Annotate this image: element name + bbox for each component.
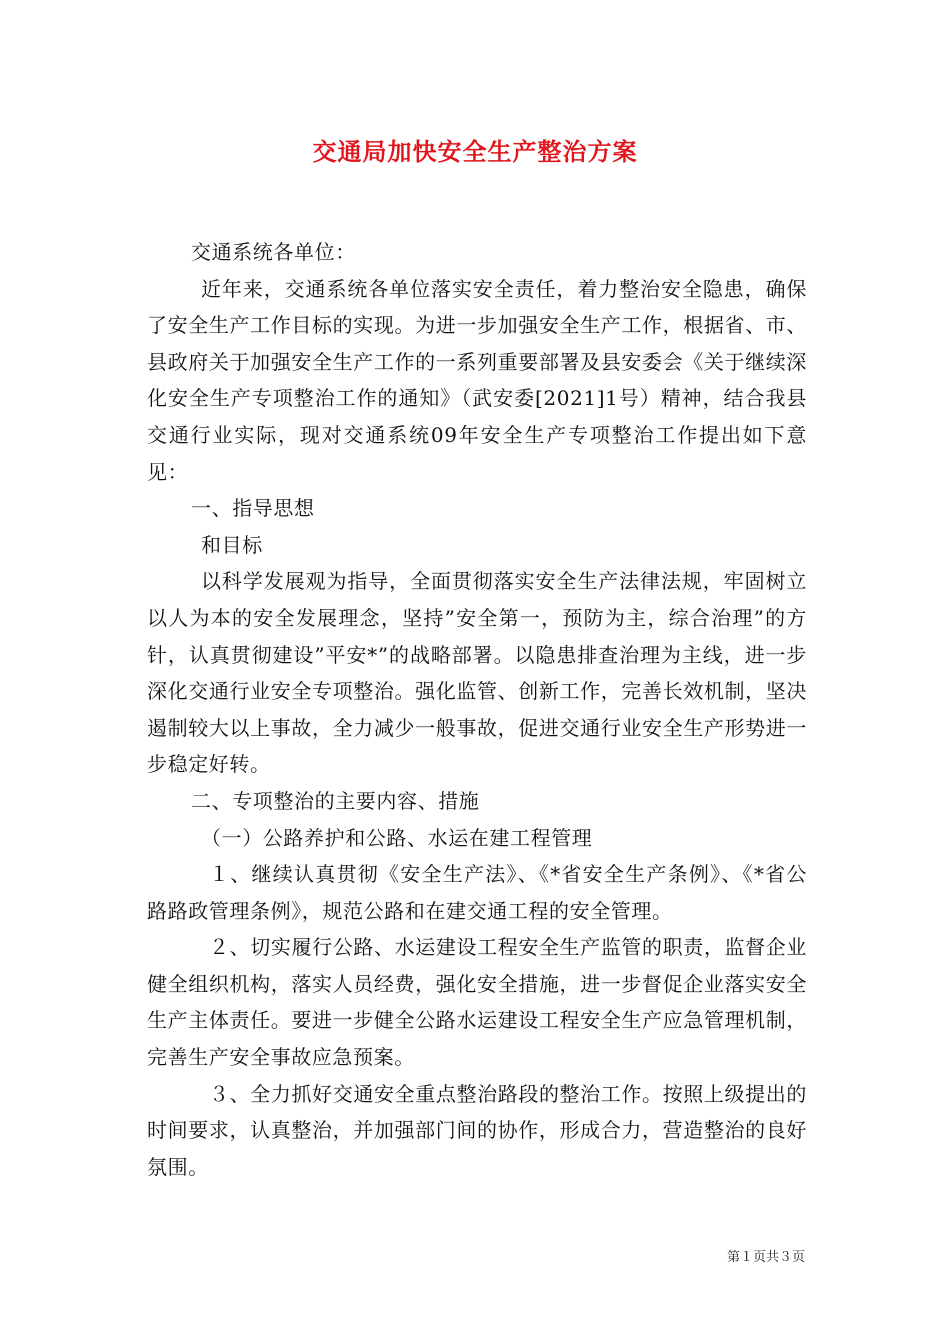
list-item-3: ３、全力抓好交通安全重点整治路段的整治工作。按照上级提出的时间要求，认真整治，并加强部门间的协作，形成合力，营造整治的良好氛围。	[147, 1081, 807, 1179]
section-heading-2: 二、专项整治的主要内容、措施	[191, 788, 480, 813]
section-heading-1-continued: 和目标	[201, 532, 263, 557]
document-body	[147, 234, 807, 1185]
list-item-1: １、继续认真贯彻《安全生产法》、《*省安全生产条例》、《*省公路路政管理条例》，规范公路和在建交通工程的安全管理。	[147, 862, 807, 923]
document-title: 交通局加快安全生产整治方案	[312, 137, 638, 166]
section-heading-1: 一、指导思想	[191, 496, 315, 521]
list-item-2: ２、切实履行公路、水运建设工程安全生产监管的职责，监督企业健全组织机构，落实人员经费，强化安全措施，进一步督促企业落实安全生产主体责任。要进一步健全公路水运建设工程安全生产应急管理机制，完善生产安全事故应急预案。	[147, 935, 807, 1070]
paragraph-guiding-ideology: 以科学发展观为指导，全面贯彻落实安全生产法律法规，牢固树立以人为本的安全发展理念，坚持”安全第一，预防为主，综合治理”的方针，认真贯彻建设”平安*”的战略部署。以隐患排查治理为主线，进一步深化交通行业安全专项整治。强化监管、创新工作，完善长效机制，坚决遏制较大以上事故，全力减少一般事故，促进交通行业安全生产形势进一步稳定好转。	[147, 569, 807, 777]
salutation: 交通系统各单位：	[191, 240, 356, 264]
subsection-heading-1: （一）公路养护和公路、水运在建工程管理	[201, 825, 593, 850]
paragraph-intro: 近年来，交通系统各单位落实安全责任，着力整治安全隐患，确保了安全生产工作目标的实现。为进一步加强安全生产工作，根据省、市、县政府关于加强安全生产工作的一系列重要部署及县安委会《关于继续深化安全生产专项整治工作的通知》（武安委[2021]1号）精神，结合我县交通行业实际，现对交通系统09年安全生产专项整治工作提出如下意见：	[147, 276, 807, 484]
page-number: 第１页共３页	[726, 1250, 805, 1265]
